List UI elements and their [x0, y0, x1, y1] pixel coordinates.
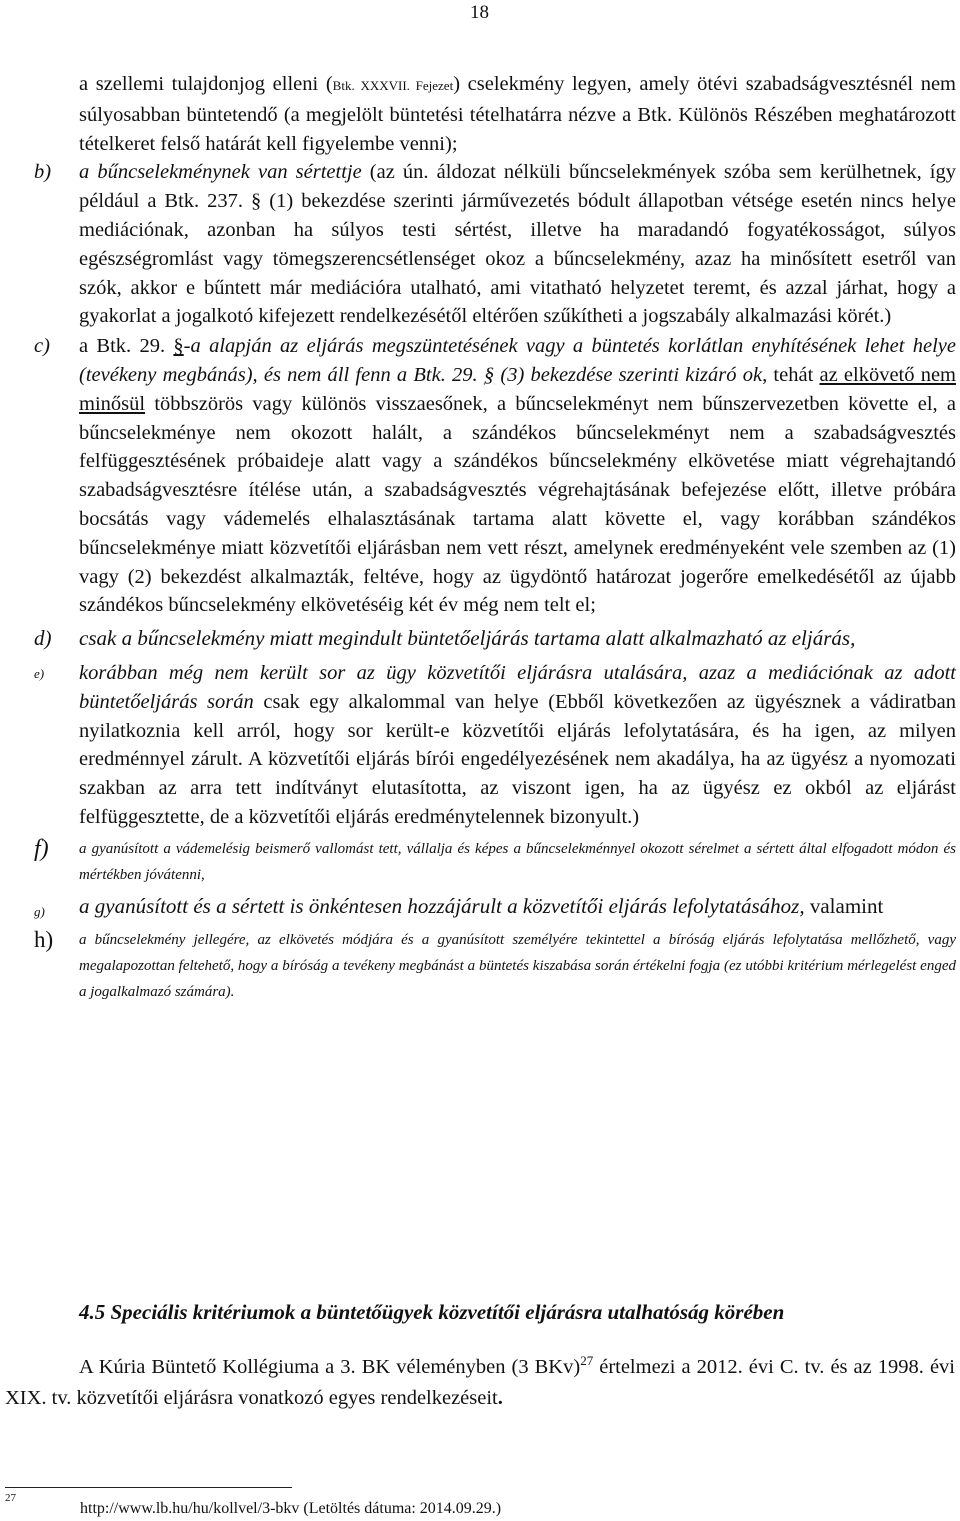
- list-item-f: [34, 836, 956, 888]
- list-item-g: [34, 892, 956, 921]
- item-b-text: (az ún. áldozat nélküli bűncselekmények szóba sem kerülhetnek, így például a Btk. 237. § (1) bekezdése szerinti járművezetés bódult állapotban vétsége esetén nincs helye mediációnak, azonban ha súlyos testi sértést, illetve ha maradandó fogyatékosságot, súlyos egészségromlást vagy tömegszerencsétlenséget okoz a bűncselekmény, azaz ha minősített esetről van szók, akkor e bűntett már mediációra utalható, ami vitatható helyzetet teremt, és azzal járhat, hogy a gyakorlat a jogalkotó kifejezett rendelkezésétől eltérően szűkítheti a jogszabály alkalmazási körét.): [79, 161, 957, 328]
- footnote-divider: [5, 1487, 292, 1488]
- item-e-italic: korábban még nem került sor az ügy közvetítői eljárásra utalására, azaz a mediációnak az adott büntetőeljárás során: [79, 661, 956, 713]
- list-item-c: [34, 332, 956, 620]
- item-c-mid: , tehát: [762, 363, 820, 386]
- intro-small-ref: Btk. XXXVII. Fejezet: [332, 78, 454, 93]
- document-body: [34, 70, 956, 1005]
- item-f-italic: a gyanúsított a vádemelésig beismerő vallomást tett, vállalja és képes a bűncselekménnyel okozott sérelmet a sértett által elfogadott módon és mértékben jóvátenni,: [79, 840, 956, 883]
- list-marker-h: h): [34, 926, 54, 952]
- list-marker-c: c): [34, 335, 50, 358]
- list-item-e: [34, 659, 956, 832]
- list-item-d: [34, 624, 956, 653]
- item-d-italic: csak a bűncselekmény miatt megindult büntetőeljárás tartama alatt alkalmazható az eljárás,: [79, 626, 856, 651]
- list-marker-g: g): [34, 903, 45, 919]
- item-c-section-sign: §: [173, 335, 184, 358]
- footnote-link[interactable]: http://www.lb.hu/hu/kollvel/3-bkv (Letöltés dátuma: 2014.09.29.): [80, 1500, 502, 1517]
- kuria-period: .: [497, 1387, 503, 1409]
- item-c-underlined: az elkövető nem minősül: [79, 363, 957, 415]
- list-marker-f: f): [34, 835, 49, 862]
- list-marker-d: d): [34, 626, 52, 651]
- item-h-italic: a bűncselekmény jellegére, az elkövetés módjára és a gyanúsított személyére tekintettel a bíróság eljárás lefolytatása mellőzhető, vagy megalapozottan feltehető, hogy a bíróság a tevékeny megbánást a büntetés kiszabása során értékelni fogja (ez utóbbi kritérium mérlegelést enged a jogalkalmazó számára).: [79, 931, 956, 1000]
- intro-text-1: a szellemi tulajdonjog elleni (: [79, 73, 333, 95]
- item-g-italic: a gyanúsított és a sértett is önkéntesen hozzájárult a közvetítői eljárás lefolytatásához,: [79, 893, 805, 918]
- intro-text-2: ) cselekmény legyen, amely ötévi szabadságvesztésnél nem súlyosabban büntetendő (a megjelölt büntetési tételhatárra nézve a Btk. Különös Részében meghatározott tételkeret felső határát kell figyelembe venni);: [79, 73, 957, 155]
- list-marker-e: e): [34, 665, 45, 681]
- item-b-italic: a bűncselekménynek van sértettje: [79, 161, 362, 184]
- list-marker-b: b): [34, 161, 52, 184]
- kuria-text-1: A Kúria Büntető Kollégiuma a 3. BK véleményben (3 BKv): [79, 1356, 581, 1378]
- item-c-italic-1: -a alapján az eljárás megszüntetésének vagy a büntetés korlátlan enyhítésének lehet helye (tevékeny megbánás), és nem áll fenn a Btk. 29.: [79, 335, 956, 386]
- item-e-text: csak egy alkalommal van helye (Ebből következően az ügyésznek a vádiratban nyilatkoznia kell arról, hogy sor került-e közvetítői eljárás lefolytatására, és ha igen, az milyen eredménnyel zárult. A közvetítői eljárás bírói engedélyezésének nem akadálya, ha az ügyész a nyomozati szakban az arra tett indítványt elutasította, az viszont igen, ha az ügyész ez okból az eljárást felfüggesztette, de a közvetítői eljárás eredménytelennek bizonyult.): [79, 690, 956, 828]
- list-item-b: [34, 158, 956, 331]
- intro-paragraph: [34, 70, 956, 158]
- item-c-lead: a Btk. 29.: [79, 335, 174, 358]
- page-number: 18: [470, 2, 489, 23]
- footnote-ref[interactable]: 27: [580, 1353, 594, 1369]
- footnote-number: 27: [5, 1492, 16, 1504]
- list-item-h: [34, 927, 956, 1005]
- kuria-text-2: értelmezi a 2012. évi C. tv. és az 1998. évi XIX. tv. közvetítői eljárásra vonatkozó egyes rendelkezéseit: [5, 1356, 955, 1409]
- item-c-rest: többszörös vagy különös visszaesőnek, a bűncselekményt nem bűnszervezetben követte el, a bűncselekménye nem okozott halált, a szándékos bűncselekményt nem a szabadságvesztés felfüggesztésének próbaideje alatt vagy a szándékos bűncselekmény elkövetése miatt végrehajtandó szabadságvesztésre ítélése után, a szabadságvesztés végrehajtásának befejezése előtt, illetve próbára bocsátás vagy vádemelés elhalasztásának tartama alatt követte el, vagy korábban szándékos bűncselekménye miatt közvetítői eljárásban nem vett részt, amelynek eredményeként vele szemben az (1) vagy (2) bekezdést alkalmazták, feltéve, hogy az ügydöntő határozat jogerőre emelkedésétől az újabb szándékos bűncselekmény elkövetéséig két év még nem telt el;: [79, 392, 956, 617]
- item-c-section-sign-2: §: [483, 363, 495, 386]
- kuria-paragraph: [5, 1352, 955, 1414]
- item-c-italic-2: (3) bekezdése szerinti kizáró ok: [494, 363, 763, 386]
- section-heading: 4.5 Speciális kritériumok a büntetőügyek közvetítői eljárásra utalhatóság körében: [79, 1300, 785, 1324]
- item-g-text: valamint: [804, 893, 884, 918]
